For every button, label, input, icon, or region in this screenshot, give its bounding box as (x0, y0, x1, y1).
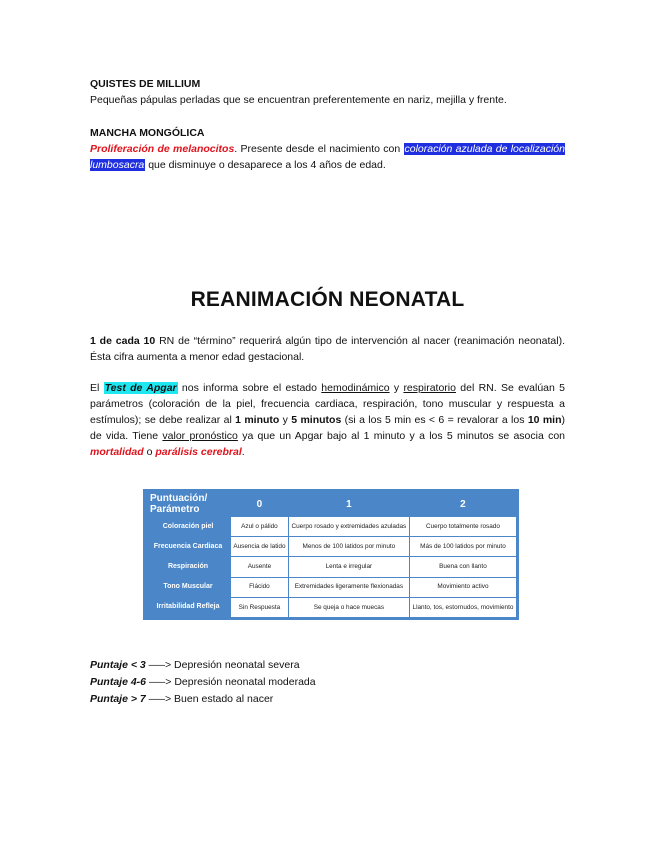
list-item (90, 691, 316, 708)
p2-b2: 5 minutos (291, 414, 342, 426)
header-score-1: 1 (289, 492, 409, 516)
p2-b3: 10 min (527, 414, 562, 426)
section-title: REANIMACIÓN NEONATAL (190, 288, 465, 311)
p2-t7: ) de vida. Tiene (90, 414, 566, 442)
score-result: –—> Depresión neonatal severa (145, 659, 300, 671)
p2-t3: y (389, 382, 404, 394)
table-cell: Movimiento activo (410, 578, 516, 597)
header-score-0: 0 (231, 492, 288, 516)
table-row (146, 537, 516, 556)
p2-u3: valor pronóstico (162, 430, 238, 442)
table-row (146, 557, 516, 576)
p2-r2: parálisis cerebral (155, 446, 242, 458)
table-cell: Menos de 100 latidos por minuto (289, 537, 409, 556)
mongolica-red-term: Proliferación de melanocitos (90, 143, 235, 155)
mongolica-text-a: . Presente desde el nacimiento con (234, 143, 404, 155)
row-param: Coloración piel (146, 517, 230, 536)
score-label: Puntaje < 3 (90, 659, 146, 671)
table-row (146, 598, 516, 617)
p2-t2: nos informa sobre el estado (177, 382, 322, 394)
table-cell: Buena con llanto (410, 557, 516, 576)
table-cell: Ausencia de latido (231, 537, 288, 556)
table-cell: Se queja o hace muecas (289, 598, 409, 617)
table-cell: Sin Respuesta (231, 598, 288, 617)
list-item (90, 674, 316, 691)
p2-t4: del RN. Se evalúan 5 parámetros (coloración de la piel, frecuencia cardiaca, respiración, tono muscular y respuesta a estímulos); se debe realizar al (90, 382, 565, 426)
p2-t5: y (279, 414, 292, 426)
table-cell: Azul o pálido (231, 517, 288, 536)
row-param: Tono Muscular (146, 578, 230, 597)
milium-text: Pequeñas pápulas perladas que se encuentran preferentemente en nariz, mejilla y frente. (90, 94, 507, 106)
score-list (90, 657, 316, 708)
milium-section (90, 76, 565, 108)
p2-b1: 1 minuto (235, 414, 280, 426)
header-score-2: 2 (410, 492, 516, 516)
row-param: Respiración (146, 557, 230, 576)
mongolica-highlight: coloración azulada de localización lumbosacra (90, 143, 565, 171)
milium-title: QUISTES DE MILLIUM (90, 78, 201, 90)
mongolica-section (90, 125, 565, 173)
para1-bold: 1 de cada 10 (90, 335, 156, 347)
p2-t10: . (241, 446, 245, 458)
table-cell: Extremidades ligeramente flexionadas (289, 578, 409, 597)
table-cell: Ausente (231, 557, 288, 576)
mongolica-text-b: que disminuye o desaparece a los 4 años de edad. (145, 159, 386, 171)
p2-r1: mortalidad (90, 446, 144, 458)
row-param: Frecuencia Cardiaca (146, 537, 230, 556)
table-cell: Cuerpo rosado y extremidades azuladas (289, 517, 409, 536)
paragraph-apgar (90, 380, 565, 460)
mongolica-title: MANCHA MONGÓLICA (90, 127, 205, 139)
score-result: –—> Buen estado al nacer (145, 693, 274, 705)
p2-t1: El (90, 382, 104, 394)
p2-u2: respiratorio (403, 382, 456, 394)
row-param: Irritabilidad Refleja (146, 598, 230, 617)
apgar-table (143, 489, 519, 620)
score-result: –—> Depresión neonatal moderada (146, 676, 316, 688)
p2-t8: ya que un Apgar bajo al 1 minuto y a los 5 minutos se asocia con (237, 430, 566, 442)
table-cell: Flácido (231, 578, 288, 597)
p2-t6: (si a los 5 min es < 6 = revalorar a los (341, 414, 528, 426)
para1-text: RN de “término” requerirá algún tipo de intervención al nacer (reanimación neonatal). Ésta cifra aumenta a menor edad gestacional. (90, 335, 565, 363)
table-row (146, 517, 516, 536)
score-label: Puntaje > 7 (90, 693, 146, 705)
score-label: Puntaje 4-6 (90, 676, 147, 688)
list-item (90, 657, 316, 674)
p2-u1: hemodinámico (321, 382, 390, 394)
apgar-highlight: Test de Apgar (104, 382, 177, 394)
p2-t9: o (143, 446, 156, 458)
table-cell: Cuerpo totalmente rosado (410, 517, 516, 536)
mongolica-text (90, 141, 565, 173)
paragraph-intervention (90, 333, 565, 365)
table-cell: Más de 100 latidos por minuto (410, 537, 516, 556)
table-cell: Lenta e irregular (289, 557, 409, 576)
header-parametro: Puntuación/ Parámetro (146, 492, 230, 516)
table-cell: Llanto, tos, estornudos, movimiento (410, 598, 516, 617)
table-row (146, 578, 516, 597)
